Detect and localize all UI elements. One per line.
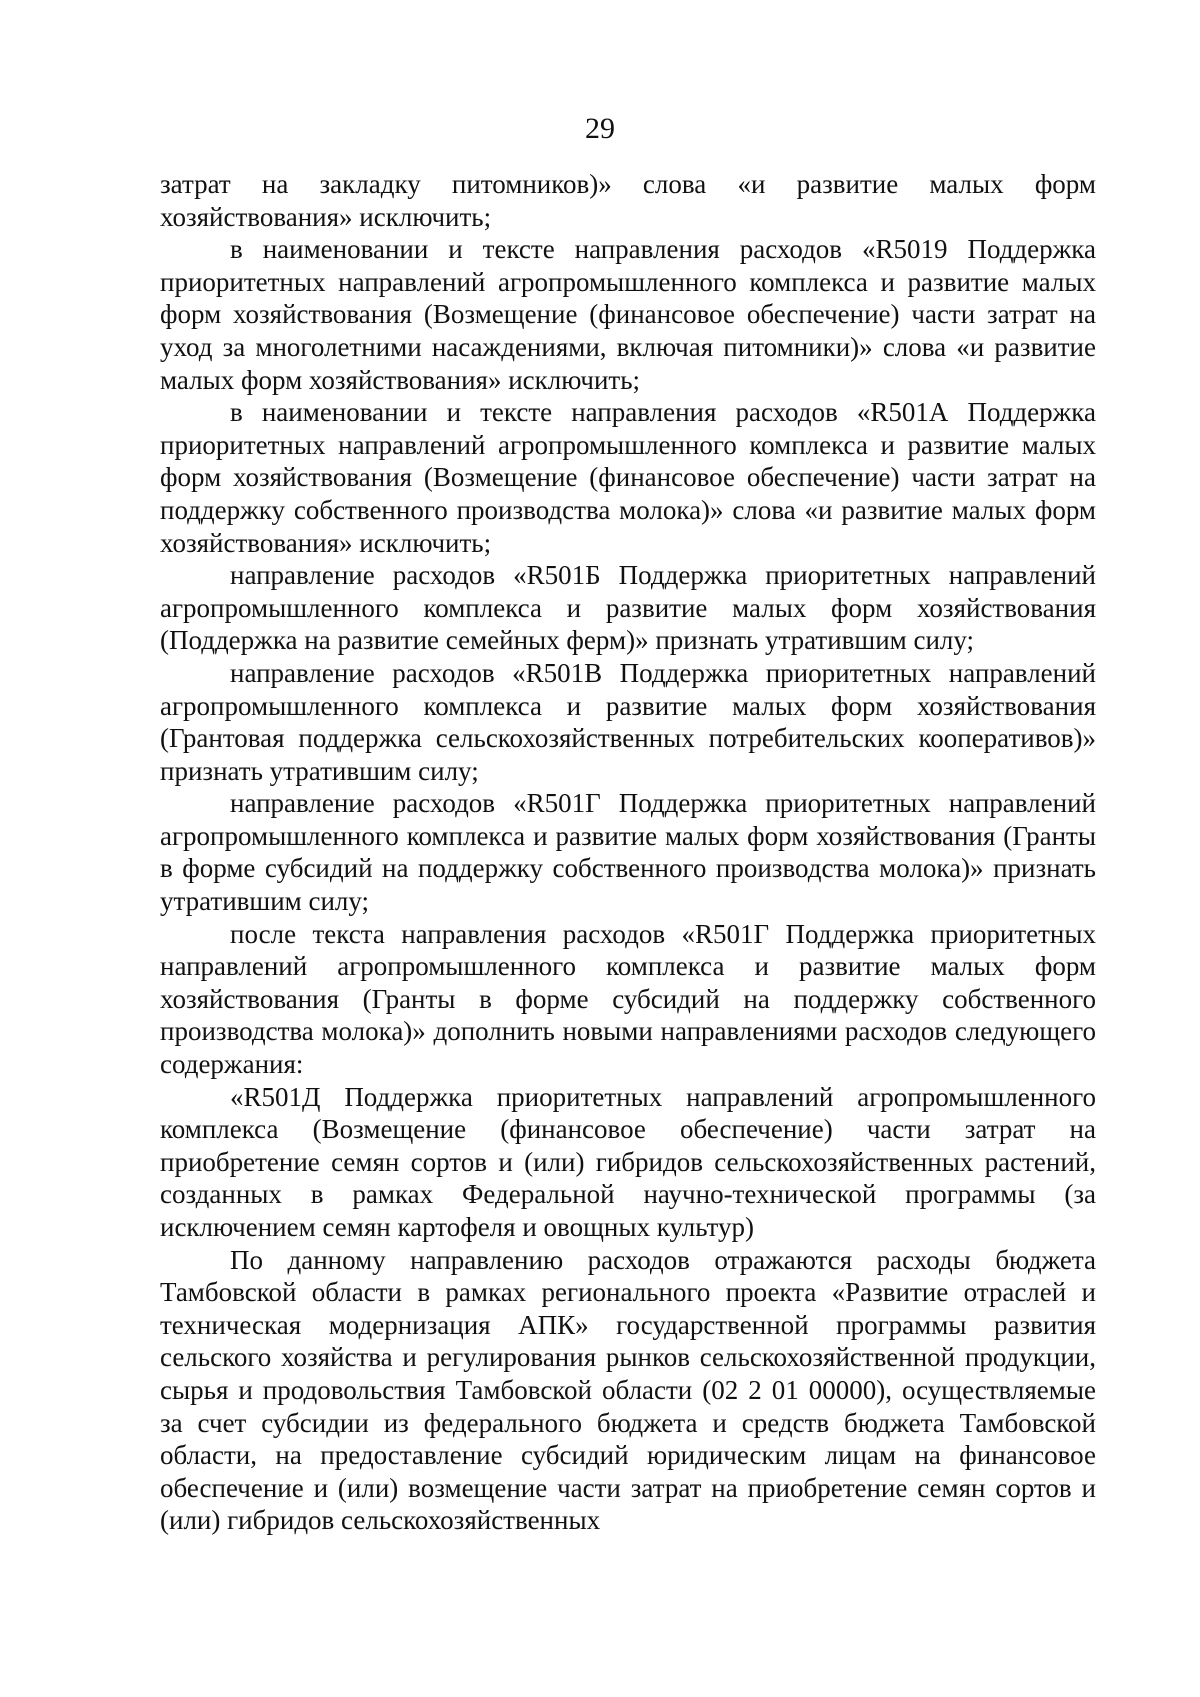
document-body <box>160 168 1096 1537</box>
paragraph-9: По данному направлению расходов отражаются расходы бюджета Тамбовской области в рамках регионального проекта «Развитие отраслей и техническая модернизация АПК» государственной программы развития сельского хозяйства и регулирования рынков сельскохозяйственной продукции, сырья и продовольствия Тамбовской области (02 2 01 00000), осуществляемые за счет субсидии из федерального бюджета и средств бюджета Тамбовской области, на предоставление субсидий юридическим лицам на финансовое обеспечение и (или) возмещение части затрат на приобретение семян сортов и (или) гибридов сельскохозяйственных <box>160 1244 1096 1536</box>
page-number: 29 <box>585 112 615 145</box>
paragraph-1: затрат на закладку питомников)» слова «и развитие малых форм хозяйствования» исключить; <box>160 169 1096 232</box>
paragraph-3: в наименовании и тексте направления расходов «R501А Поддержка приоритетных направлений агропромышленного комплекса и развитие малых форм хозяйствования (Возмещение (финансовое обеспечение) части затрат на поддержку собственного производства молока)» слова «и развитие малых форм хозяйствования» исключить; <box>160 397 1096 558</box>
paragraph-5: направление расходов «R501В Поддержка приоритетных направлений агропромышленного комплекса и развитие малых форм хозяйствования (Грантовая поддержка сельскохозяйственных потребительских кооперативов)» признать утратившим силу; <box>160 657 1096 786</box>
paragraph-8: «R501Д Поддержка приоритетных направлений агропромышленного комплекса (Возмещение (финансовое обеспечение) части затрат на приобретение семян сортов и (или) гибридов сельскохозяйственных растений, созданных в рамках Федеральной научно-технической программы (за исключением семян картофеля и овощных культур) <box>160 1081 1096 1242</box>
paragraph-7: после текста направления расходов «R501Г Поддержка приоритетных направлений агропромышленного комплекса и развитие малых форм хозяйствования (Гранты в форме субсидий на поддержку собственного производства молока)» дополнить новыми направлениями расходов следующего содержания: <box>160 918 1096 1080</box>
paragraph-4: направление расходов «R501Б Поддержка приоритетных направлений агропромышленного комплекса и развитие малых форм хозяйствования (Поддержка на развитие семейных ферм)» признать утратившим силу; <box>160 560 1096 656</box>
paragraph-2: в наименовании и тексте направления расходов «R5019 Поддержка приоритетных направлений агропромышленного комплекса и развитие малых форм хозяйствования (Возмещение (финансовое обеспечение) части затрат на уход за многолетними насаждениями, включая питомники)» слова «и развитие малых форм хозяйствования» исключить; <box>160 234 1096 395</box>
paragraph-6: направление расходов «R501Г Поддержка приоритетных направлений агропромышленного комплекса и развитие малых форм хозяйствования (Гранты в форме субсидий на поддержку собственного производства молока)» признать утратившим силу; <box>160 788 1096 917</box>
